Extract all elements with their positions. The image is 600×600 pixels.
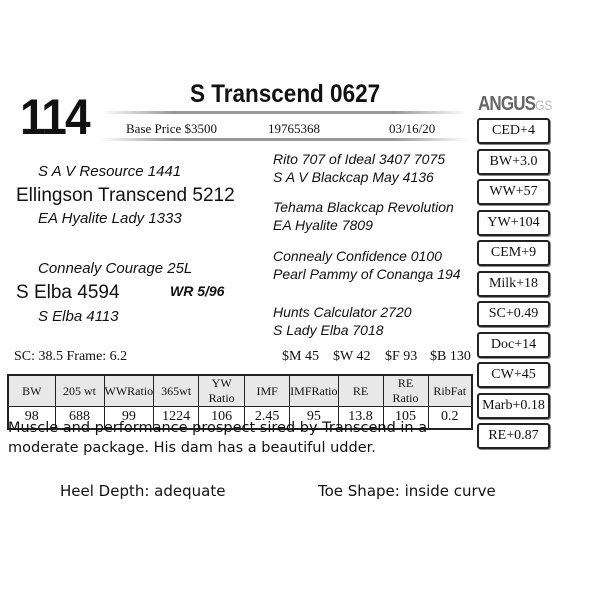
dam-dam-sire: Hunts Calculator 2720: [273, 304, 412, 320]
dam: S Elba 4594: [16, 282, 120, 303]
epd-marb: Marb+0.18: [477, 393, 550, 419]
header-divider-top: [100, 111, 468, 114]
value-re: 13.8: [338, 407, 383, 429]
angus-logo-text: ANGUS: [478, 93, 536, 115]
base-price: Base Price $3500: [126, 121, 217, 136]
index-b: $B 130: [430, 349, 471, 364]
header-rib-fat: RibFat: [428, 375, 472, 407]
epd-yw: YW+104: [477, 210, 550, 236]
value-205wt: 688: [55, 407, 104, 429]
lot-comment: Muscle and performance prospect sired by Transcend in a moderate package. His dam has a beautiful udder.: [8, 420, 428, 456]
header-bw: BW: [8, 375, 55, 407]
sire-dam-sire: Tehama Blackcap Revolution: [273, 199, 454, 215]
gs-logo-text: GS: [535, 97, 553, 113]
header-ww-ratio: WWRatio: [104, 375, 154, 407]
value-re-ratio: 105: [383, 407, 428, 429]
epd-cem: CEM+9: [477, 240, 550, 266]
animal-name: S Transcend 0627: [190, 80, 381, 108]
epd-milk: Milk+18: [477, 271, 550, 297]
value-365wt: 1224: [154, 407, 199, 429]
dam-sire-dam: Pearl Pammy of Conanga 194: [273, 266, 461, 282]
epd-bw: BW+3.0: [477, 149, 550, 175]
header-imf: IMF: [245, 375, 290, 407]
epd-column: [477, 118, 550, 454]
index-f: $F 93: [385, 349, 418, 364]
value-ww-ratio: 99: [104, 407, 154, 429]
epd-ww: WW+57: [477, 179, 550, 205]
heel-depth: Heel Depth: adequate: [60, 482, 226, 500]
header-yw-ratio: YW Ratio: [199, 375, 245, 407]
value-bw: 98: [8, 407, 55, 429]
header-re-ratio: RE Ratio: [383, 375, 428, 407]
epd-re: RE+0.87: [477, 423, 550, 449]
sire: Ellingson Transcend 5212: [16, 185, 235, 206]
value-imf: 2.45: [245, 407, 290, 429]
sc-frame: SC: 38.5 Frame: 6.2: [14, 349, 128, 364]
registration-number: 19765368: [268, 121, 320, 136]
value-rib-fat: 0.2: [428, 407, 472, 429]
toe-shape: Toe Shape: inside curve: [318, 482, 496, 500]
dam-dam-dam: S Lady Elba 7018: [273, 322, 384, 338]
dam-sire-sire: Connealy Confidence 0100: [273, 248, 442, 264]
sire-dam-dam: EA Hyalite 7809: [273, 217, 373, 233]
index-w: $W 42: [333, 349, 371, 364]
header-365wt: 365wt: [154, 375, 199, 407]
sire-sire: S A V Resource 1441: [38, 163, 182, 180]
value-imf-ratio: 95: [290, 407, 338, 429]
angus-gs-logo: [478, 94, 552, 114]
epd-sc: SC+0.49: [477, 301, 550, 327]
epd-ced: CED+4: [477, 118, 550, 144]
header-imf-ratio: IMFRatio: [290, 375, 338, 407]
value-yw-ratio: 106: [199, 407, 245, 429]
dam-production-note: WR 5/96: [170, 283, 225, 299]
epd-cw: CW+45: [477, 362, 550, 388]
sire-sire-dam: S A V Blackcap May 4136: [273, 169, 434, 185]
birth-date: 03/16/20: [389, 121, 436, 136]
lot-number: 114: [20, 89, 89, 145]
dam-dam: S Elba 4113: [38, 308, 119, 325]
sire-dam: EA Hyalite Lady 1333: [38, 210, 182, 227]
header-205wt: 205 wt: [55, 375, 104, 407]
dam-sire: Connealy Courage 25L: [38, 260, 193, 277]
epd-doc: Doc+14: [477, 332, 550, 358]
header-re: RE: [338, 375, 383, 407]
performance-header-row: [8, 375, 472, 407]
index-m: $M 45: [282, 349, 319, 364]
header-divider-bottom: [100, 138, 468, 141]
sire-sire-sire: Rito 707 of Ideal 3407 7075: [273, 151, 446, 167]
